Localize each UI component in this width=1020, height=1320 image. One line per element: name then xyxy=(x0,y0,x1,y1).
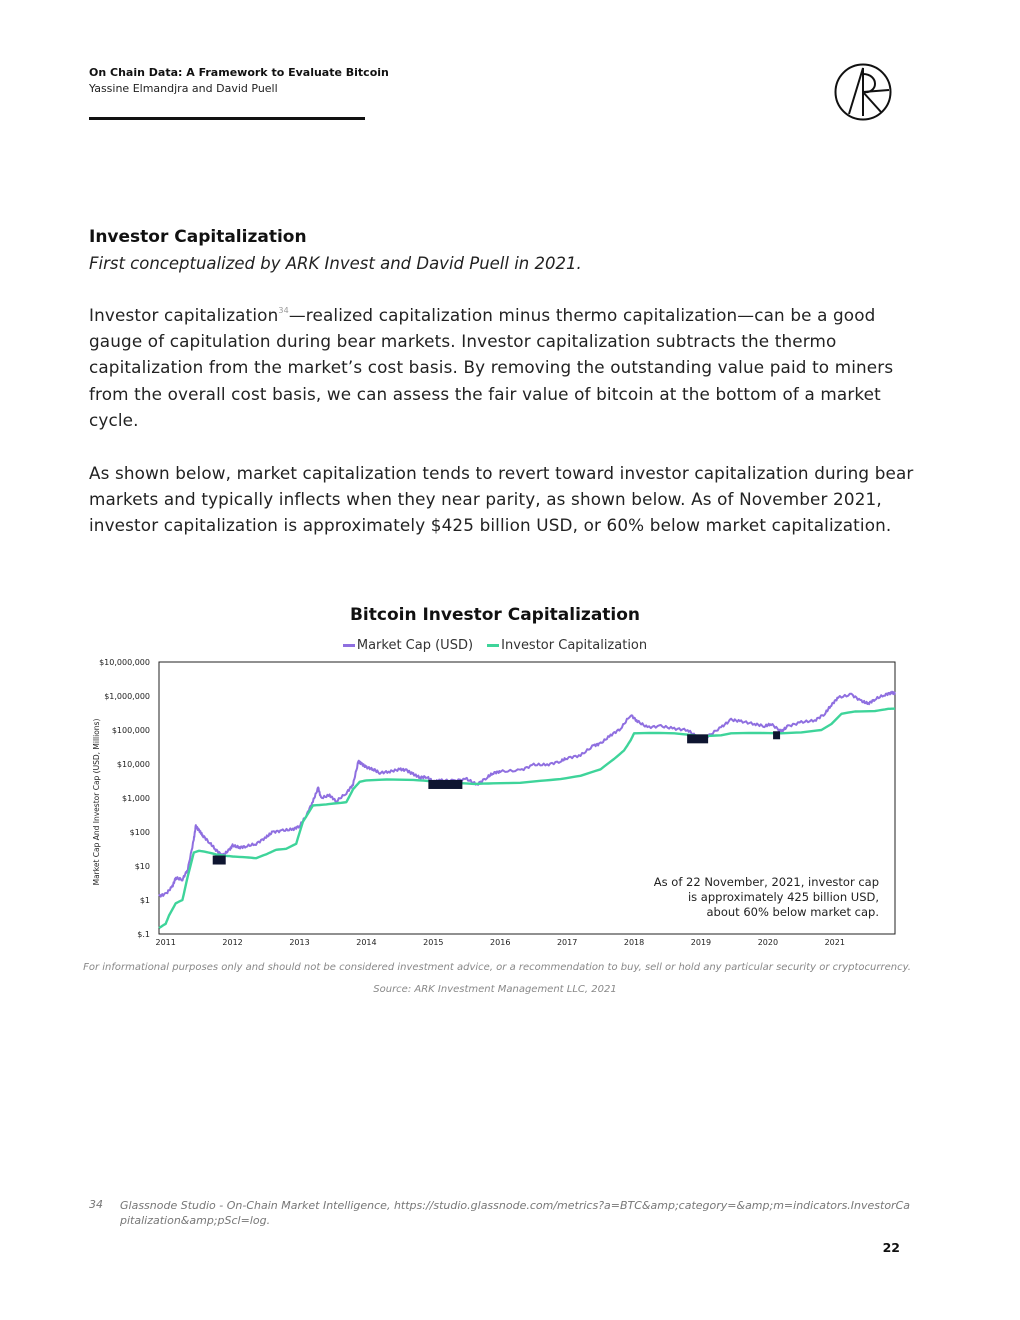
y-tick-label: $10,000,000 xyxy=(99,658,150,667)
document-authors: Yassine Elmandjra and David Puell xyxy=(89,82,278,95)
footnote-ref[interactable]: 34 xyxy=(278,306,289,315)
document-title: On Chain Data: A Framework to Evaluate Bitcoin xyxy=(89,66,389,79)
y-tick-label: $10,000 xyxy=(116,760,150,769)
legend-swatch-market-cap xyxy=(343,644,355,647)
x-tick-label: 2016 xyxy=(490,938,511,947)
ark-logo-icon xyxy=(833,62,893,122)
legend-swatch-investor-cap xyxy=(487,644,499,647)
legend-label-market-cap: Market Cap (USD) xyxy=(356,638,474,653)
y-tick-label: $10 xyxy=(134,862,150,871)
x-tick-label: 2014 xyxy=(356,938,377,947)
y-tick-label: $.1 xyxy=(137,930,150,939)
y-tick-label: $100 xyxy=(129,828,150,837)
chart-annotation-line: As of 22 November, 2021, investor cap xyxy=(653,875,879,889)
y-axis-label: Market Cap And Investor Cap (USD, Millions) xyxy=(92,718,101,886)
body-paragraph-2: As shown below, market capitalization tends to revert toward investor capitalization during bear markets and typically inflects when they near parity, as shown below. As of November 2021, investor capitalization is approximately $425 billion USD, or 60% below market capitalization. xyxy=(89,463,914,536)
investor-cap-chart xyxy=(0,650,1020,960)
chart-source: Source: ARK Investment Management LLC, 2021 xyxy=(373,984,617,995)
x-tick-label: 2015 xyxy=(423,938,444,947)
body-paragraph-1 xyxy=(89,302,919,433)
x-tick-label: 2012 xyxy=(222,938,243,947)
x-tick-label: 2018 xyxy=(623,938,645,947)
x-tick-label: 2017 xyxy=(556,938,578,947)
y-tick-label: $1 xyxy=(139,896,150,905)
parity-marker xyxy=(213,856,226,865)
series-line-market-cap xyxy=(159,692,895,897)
para1-lead: Investor capitalization xyxy=(89,305,279,325)
parity-marker xyxy=(428,780,462,789)
chart-annotation-line: is approximately 425 billion USD, xyxy=(687,890,879,904)
footnote-text: Glassnode Studio - On-Chain Market Intelligence, https://studio.glassnode.com/metrics?a=BTC&amp;category=&amp;m=indicators.InvestorCapitalization&amp;pScl=log. xyxy=(120,1199,911,1227)
chart-title: Bitcoin Investor Capitalization xyxy=(349,605,641,625)
y-tick-label: $1,000 xyxy=(122,794,150,803)
page-number: 22 xyxy=(882,1240,900,1255)
y-tick-label: $100,000 xyxy=(111,726,150,735)
x-tick-label: 2013 xyxy=(289,938,310,947)
x-tick-label: 2011 xyxy=(155,938,176,947)
chart-disclaimer: For informational purposes only and should not be considered investment advice, or a recommendation to buy, sell or hold any particular security or cryptocurrency. xyxy=(83,962,911,973)
x-tick-label: 2019 xyxy=(690,938,712,947)
parity-marker xyxy=(773,731,780,739)
footnote-number: 34 xyxy=(89,1198,103,1211)
para1-rest: —realized capitalization minus thermo capitalization—can be a good gauge of capitulation during bear markets. Investor capitalization subtracts the thermo capitalization from the market’s cost basis. By removing the outstanding value paid to miners from the overall cost basis, we can assess the fair value of bitcoin at the bottom of a market cycle. xyxy=(89,305,894,430)
chart-annotation-line: about 60% below market cap. xyxy=(706,905,879,919)
legend-label-investor-cap: Investor Capitalization xyxy=(501,638,648,653)
section-subtitle: First conceptualized by ARK Invest and David Puell in 2021. xyxy=(89,254,582,273)
x-tick-label: 2020 xyxy=(757,938,779,947)
x-tick-label: 2021 xyxy=(824,938,845,947)
section-title: Investor Capitalization xyxy=(89,227,307,247)
parity-marker xyxy=(687,734,708,743)
header-divider xyxy=(89,117,365,120)
y-tick-label: $1,000,000 xyxy=(104,692,150,701)
